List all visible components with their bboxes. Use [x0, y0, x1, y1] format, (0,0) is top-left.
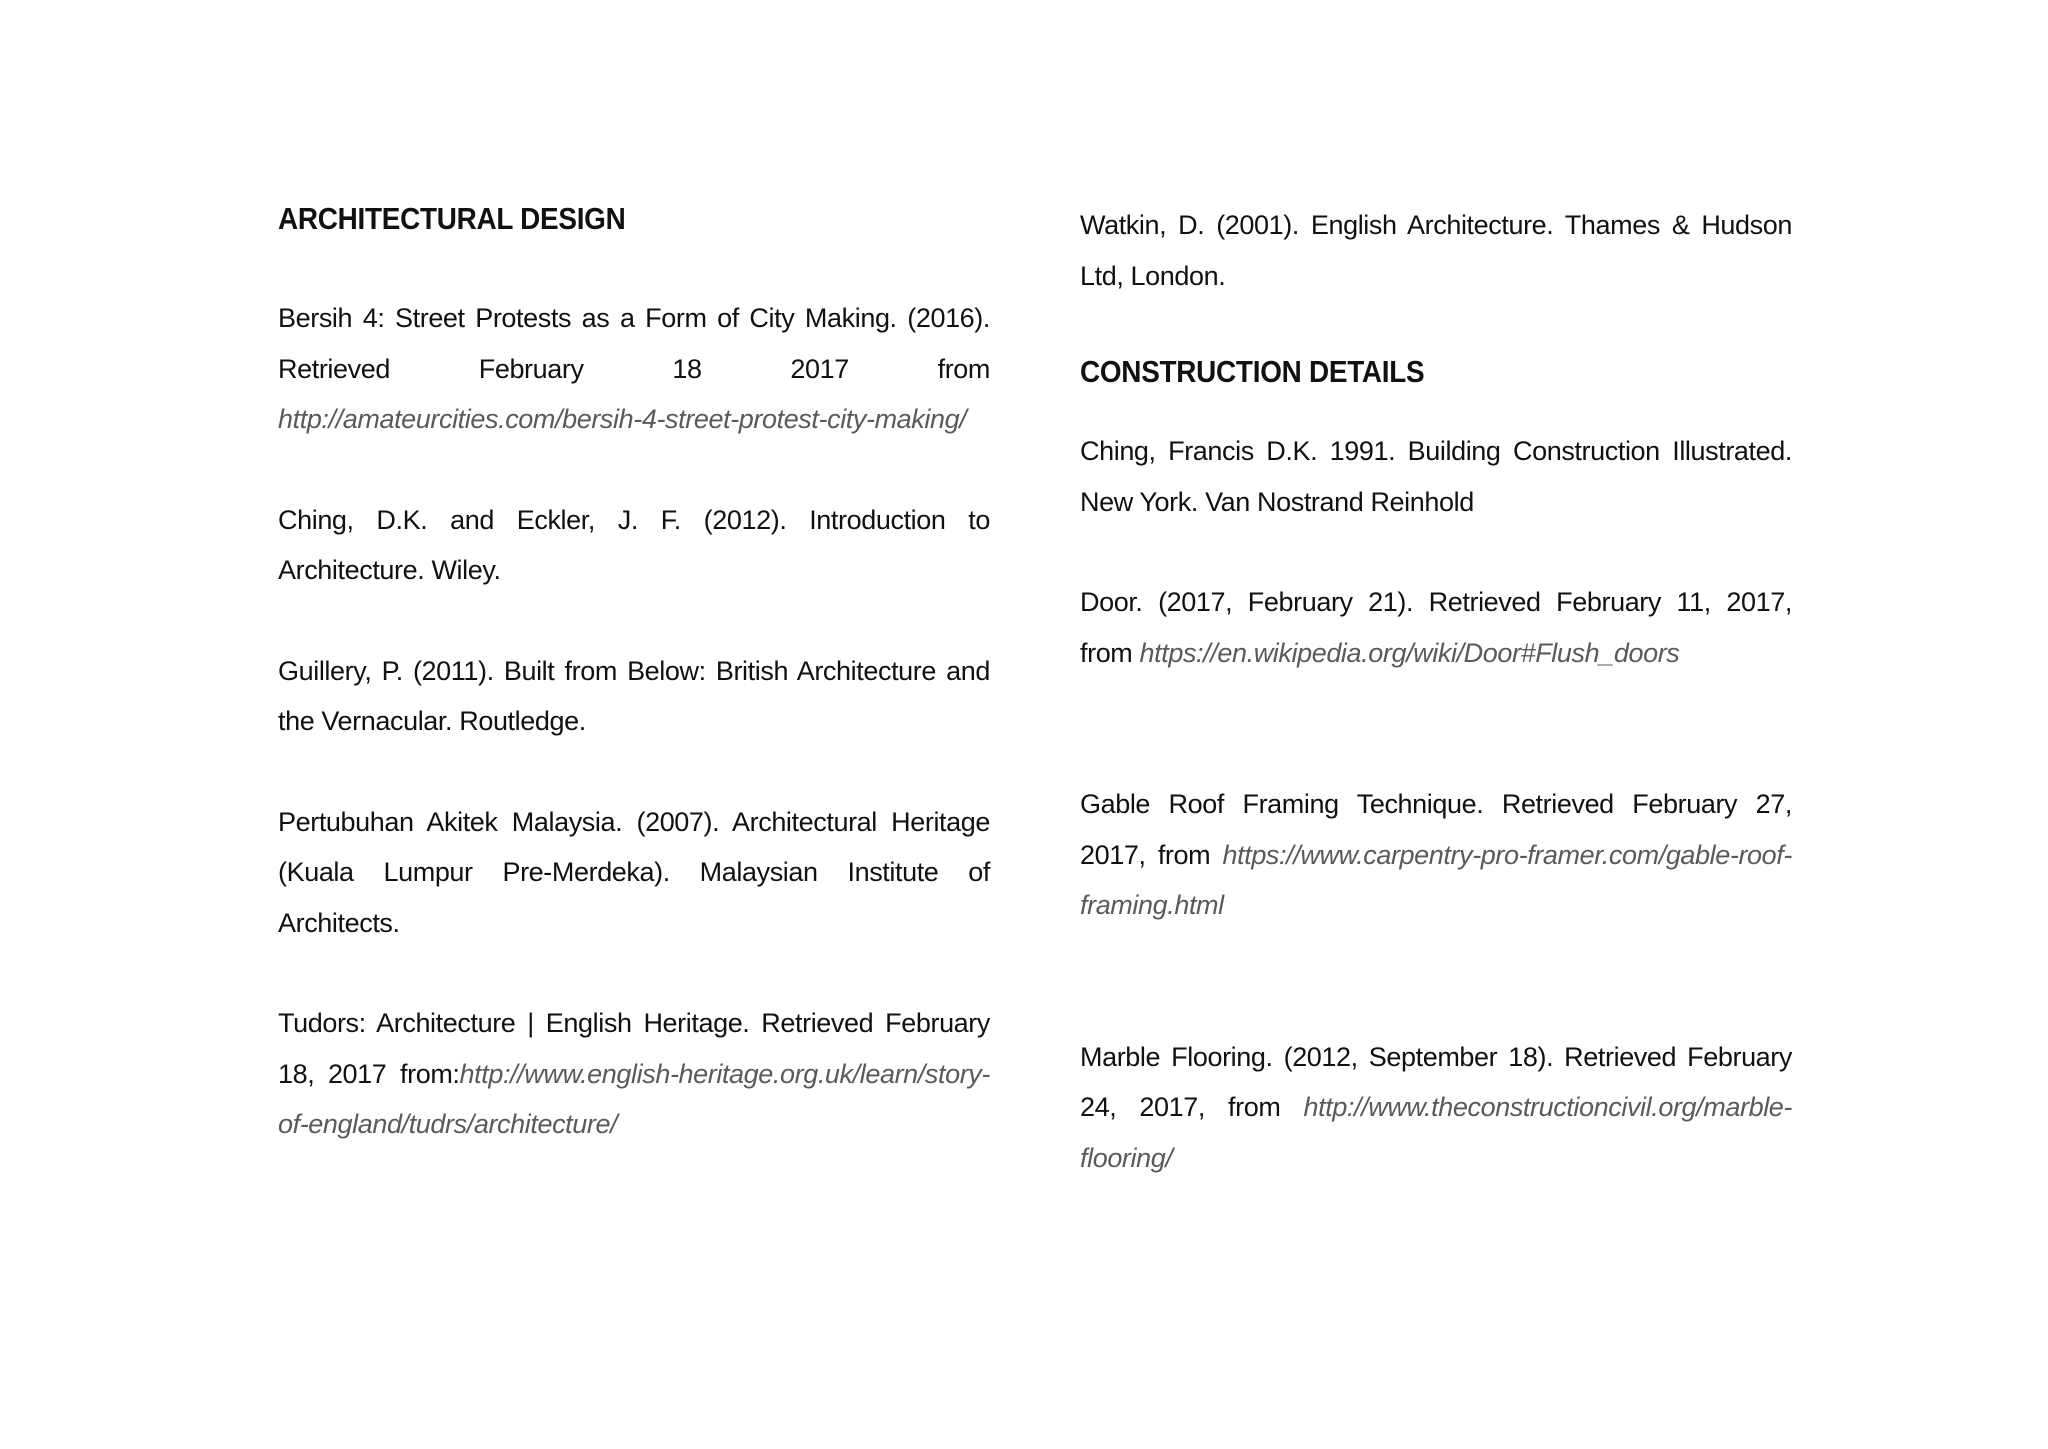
reference-text: Watkin, D. (2001). English Architecture. Thames & Hudson Ltd, London. [1080, 210, 1792, 291]
reference-link[interactable]: https://en.wikipedia.org/wiki/Door#Flush_doors [1139, 637, 1680, 668]
reference-door [1080, 577, 1792, 678]
reference-bersih [278, 293, 990, 445]
reference-ching-eckler [278, 495, 990, 596]
reference-guillery [278, 646, 990, 747]
left-column [278, 200, 990, 1150]
reference-text: Bersih 4: Street Protests as a Form of City Making. (2016). Retrieved February 18 2017 from [278, 303, 990, 384]
reference-text: Gable Roof Framing Technique. Retrieved February 27, 2017, from [1080, 789, 1792, 870]
reference-text: Ching, D.K. and Eckler, J. F. (2012). Introduction to Architecture. Wiley. [278, 504, 990, 586]
reference-text: Guillery, P. (2011). Built from Below: British Architecture and the Vernacular. Routledge. [278, 655, 990, 737]
section-heading-construction-details: CONSTRUCTION DETAILS [1080, 354, 1425, 389]
reference-watkin [1080, 200, 1792, 301]
right-column [1080, 200, 1792, 1183]
reference-link[interactable]: http://www.theconstructioncivil.org/marble-flooring/ [1080, 1092, 1792, 1173]
reference-text: Tudors: Architecture | English Heritage. Retrieved February 18, 2017 from: [278, 1008, 990, 1089]
reference-ching-construction [1080, 426, 1792, 527]
reference-marble-flooring [1080, 1032, 1792, 1184]
section-heading-architectural-design: ARCHITECTURAL DESIGN [278, 201, 626, 236]
reference-text: Door. (2017, February 21). Retrieved February 11, 2017, from [1080, 587, 1792, 668]
reference-link[interactable]: http://amateurcities.com/bersih-4-street-protest-city-making/ [278, 404, 967, 435]
reference-text: Marble Flooring. (2012, September 18). Retrieved February 24, 2017, from [1080, 1041, 1792, 1123]
reference-link[interactable]: https://www.carpentry-pro-framer.com/gable-roof-framing.html [1080, 839, 1792, 921]
reference-text: Ching, Francis D.K. 1991. Building Construction Illustrated. New York. Van Nostrand Reinhold [1080, 436, 1792, 517]
reference-text: Pertubuhan Akitek Malaysia. (2007). Architectural Heritage (Kuala Lumpur Pre-Merdeka). Malaysian Institute of Architects. [278, 806, 990, 938]
reference-tudors [278, 998, 990, 1150]
reference-gable-roof [1080, 779, 1792, 931]
reference-pam [278, 797, 990, 949]
reference-link[interactable]: http://www.english-heritage.org.uk/learn/story-of-england/tudrs/architecture/ [278, 1058, 990, 1140]
